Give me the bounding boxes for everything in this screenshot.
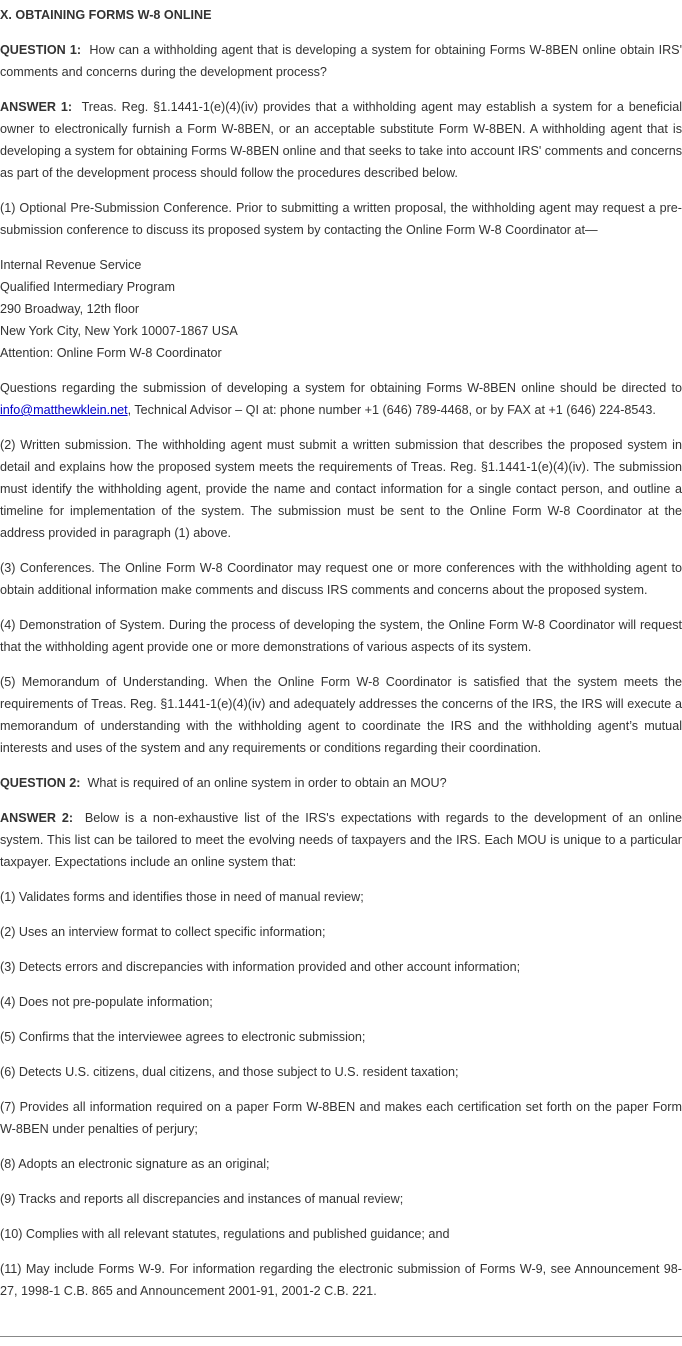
list-item: (4) Does not pre-populate information; [0,995,213,1009]
procedure-1-presubmission: (1) Optional Pre-Submission Conference. Prior to submitting a written proposal, the withholding agent may request a pre-submission conference to discuss its proposed system by contacting the Online Form W-8 Coordinator at— [0,201,682,237]
question-2-text: What is required of an online system in order to obtain an MOU? [87,776,447,790]
email-link[interactable]: info@matthewklein.net [0,403,128,417]
contact-paragraph [0,377,682,421]
question-1 [0,39,682,83]
answer-2-label: ANSWER 2: [0,811,74,825]
list-item: (8) Adopts an electronic signature as an original; [0,1157,270,1171]
coordinator-address [0,254,682,364]
horizontal-divider [0,1336,682,1337]
list-item: (9) Tracks and reports all discrepancies and instances of manual review; [0,1192,404,1206]
procedure-5-memorandum: (5) Memorandum of Understanding. When the Online Form W-8 Coordinator is satisfied that the system meets the requirements of Treas. Reg. §1.1441-1(e)(4)(iv) and adequately addresses the concerns of the IRS, the IRS will execute a memorandum of understanding with the withholding agent to coordinate the IRS and the withholding agent’s mutual interests and uses of the system and any requirements or conditions regarding their coordination. [0,675,682,755]
address-line: Internal Revenue Service [0,258,142,272]
procedure-4-demonstration: (4) Demonstration of System. During the process of developing the system, the Online Form W-8 Coordinator will request that the withholding agent provide one or more demonstrations of various aspects of its system. [0,618,682,654]
answer-1 [0,96,682,184]
list-item: (11) May include Forms W-9. For information regarding the electronic submission of Forms W-9, see Announcement 98-27, 1998-1 C.B. 865 and Announcement 2001-91, 2001-2 C.B. 221. [0,1262,682,1298]
expectations-list [0,886,682,1302]
address-line: Qualified Intermediary Program [0,280,175,294]
list-item: (7) Provides all information required on a paper Form W-8BEN and makes each certification set forth on the paper Form W-8BEN under penalties of perjury; [0,1100,682,1136]
list-item: (3) Detects errors and discrepancies with information provided and other account information; [0,960,521,974]
question-1-text: How can a withholding agent that is developing a system for obtaining Forms W-8BEN online obtain IRS' comments and concerns during the development process? [0,43,682,79]
contact-text-after: , Technical Advisor – QI at: phone number +1 (646) 789-4468, or by FAX at +1 (646) 224-8543. [127,403,656,417]
procedure-3-conferences: (3) Conferences. The Online Form W-8 Coordinator may request one or more conferences with the withholding agent to obtain additional information make comments and discuss IRS comments and concerns about the proposed system. [0,561,682,597]
section-title: X. OBTAINING FORMS W-8 ONLINE [0,8,212,22]
list-item: (2) Uses an interview format to collect specific information; [0,925,326,939]
answer-2-text: Below is a non-exhaustive list of the IRS's expectations with regards to the development of an online system. This list can be tailored to meet the evolving needs of taxpayers and the IRS. Each MOU is unique to a particular taxpayer. Expectations include an online system that: [0,811,682,869]
question-1-label: QUESTION 1: [0,43,82,57]
address-line: 290 Broadway, 12th floor [0,302,140,316]
list-item: (6) Detects U.S. citizens, dual citizens, and those subject to U.S. resident taxation; [0,1065,459,1079]
procedure-2-written-submission: (2) Written submission. The withholding agent must submit a written submission that describes the proposed system in detail and explains how the proposed system meets the requirements of Treas. Reg. §1.1441-1(e)(4)(iv). The submission must identify the withholding agent, provide the name and contact information for a single contact person, and outline a timeline for implementation of the system. The submission must be sent to the Online Form W-8 Coordinator at the address provided in paragraph (1) above. [0,438,682,540]
question-2-label: QUESTION 2: [0,776,81,790]
answer-1-text: Treas. Reg. §1.1441-1(e)(4)(iv) provides that a withholding agent may establish a system for a beneficial owner to electronically furnish a Form W-8BEN, or an acceptable substitute Form W-8BEN. A withholding agent that is developing a system for obtaining Forms W-8BEN online and that seeks to take into account IRS' comments and concerns as part of the development process should follow the procedures described below. [0,100,682,180]
list-item: (10) Complies with all relevant statutes, regulations and published guidance; and [0,1227,450,1241]
question-2 [0,772,682,794]
list-item: (5) Confirms that the interviewee agrees to electronic submission; [0,1030,366,1044]
answer-2 [0,807,682,873]
contact-text-before: Questions regarding the submission of developing a system for obtaining Forms W-8BEN online should be directed to [0,381,682,395]
address-line: Attention: Online Form W-8 Coordinator [0,346,222,360]
answer-1-label: ANSWER 1: [0,100,73,114]
list-item: (1) Validates forms and identifies those in need of manual review; [0,890,364,904]
address-line: New York City, New York 10007-1867 USA [0,324,238,338]
